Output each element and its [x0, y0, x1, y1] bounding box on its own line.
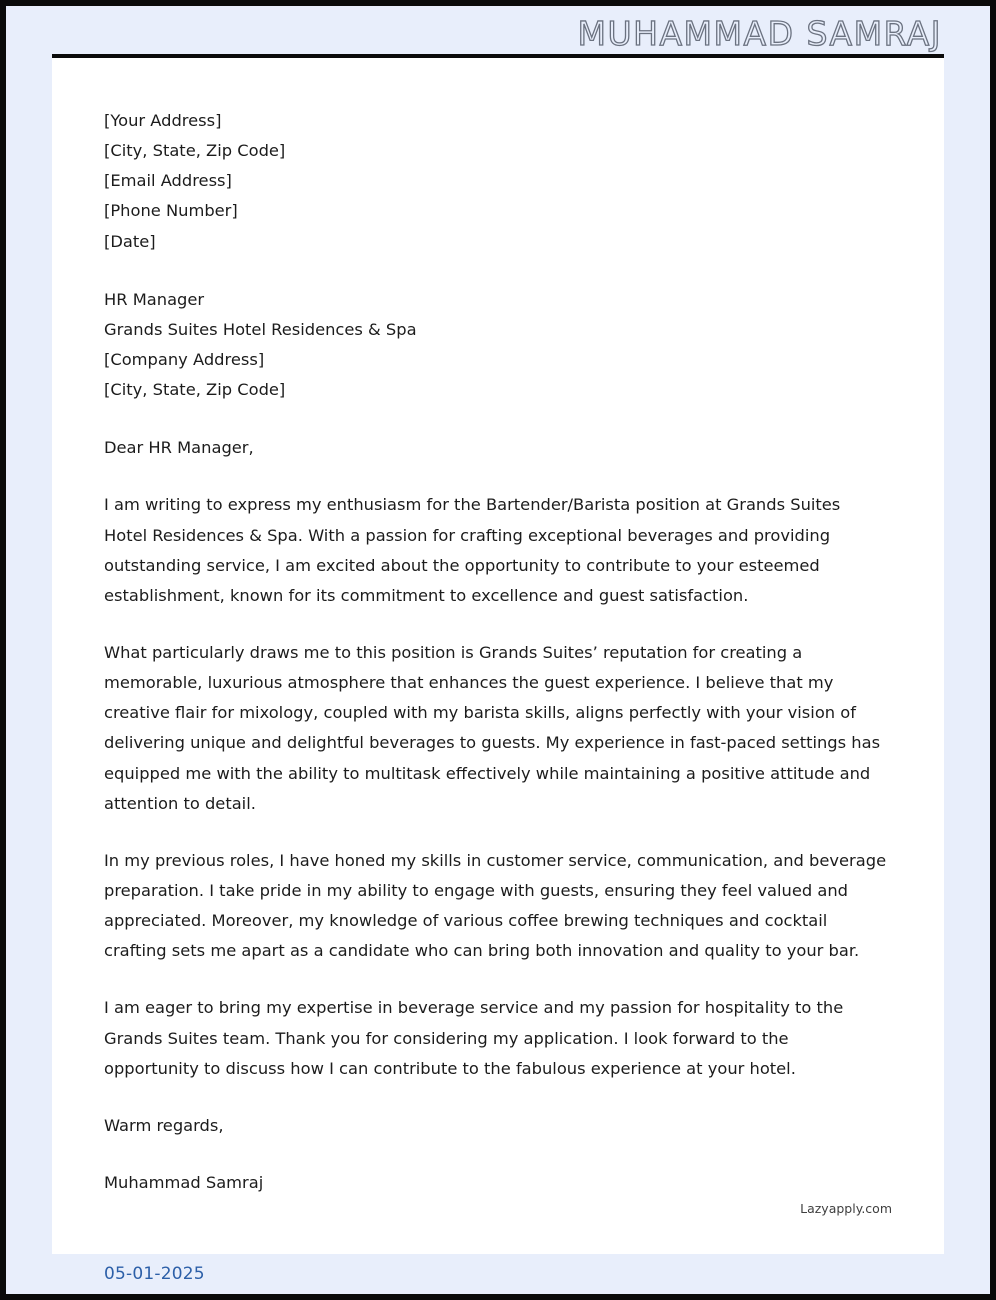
salutation: Dear HR Manager, — [104, 438, 254, 458]
sender-address-block — [104, 106, 888, 257]
cover-letter — [52, 58, 944, 1198]
recipient-line: [Company Address] — [104, 349, 265, 369]
recipient-line: Grands Suites Hotel Residences & Spa — [104, 319, 417, 339]
document-header — [12, 12, 984, 54]
date-stamp: 05-01-2025 — [104, 1264, 205, 1284]
sender-line: [Phone Number] — [104, 201, 238, 221]
recipient-line: [City, State, Zip Code] — [104, 380, 286, 400]
sender-line: [Your Address] — [104, 111, 222, 130]
recipient-line: HR Manager — [104, 289, 205, 309]
sender-line: [City, State, Zip Code] — [104, 141, 286, 161]
page-title: MUHAMMAD SAMRAJ — [577, 13, 942, 53]
signature-name: Muhammad Samraj — [104, 1172, 264, 1192]
document-footer — [6, 1248, 990, 1294]
sender-line: [Email Address] — [104, 171, 232, 191]
letter-paragraph: I am eager to bring my expertise in beverage service and my passion for hospitality to the Grands Suites team. Thank you for considering my application. I look forward to the opportunity to discuss how I can contribute to the fabulous experience at your hotel. — [104, 998, 844, 1078]
recipient-address-block — [104, 285, 888, 406]
brand-watermark: Lazyapply.com — [800, 1201, 892, 1216]
letter-paragraph: In my previous roles, I have honed my skills in customer service, communication, and beverage preparation. I take pride in my ability to engage with guests, ensuring they feel valued and appreciated. Moreover, my knowledge of various coffee brewing techniques and cocktail crafting sets me apart as a candidate who can bring both innovation and quality to your bar. — [104, 850, 887, 961]
letter-paragraph: What particularly draws me to this position is Grands Suites’ reputation for creating a memorable, luxurious atmosphere that enhances the guest experience. I believe that my creative flair for mixology, coupled with my barista skills, aligns perfectly with your vision of delivering unique and delightful beverages to guests. My experience in fast-paced settings has equipped me with the ability to multitask effectively while maintaining a positive attitude and attention to detail. — [104, 642, 881, 813]
sender-line: [Date] — [104, 231, 156, 251]
letter-paragraph: I am writing to express my enthusiasm for the Bartender/Barista position at Grands Suites Hotel Residences & Spa. With a passion for crafting exceptional beverages and providing outstanding service, I am excited about the opportunity to contribute to your esteemed establishment, known for its commitment to excellence and guest satisfaction. — [104, 495, 841, 605]
closing: Warm regards, — [104, 1115, 224, 1135]
letter-body-card — [52, 58, 944, 1254]
